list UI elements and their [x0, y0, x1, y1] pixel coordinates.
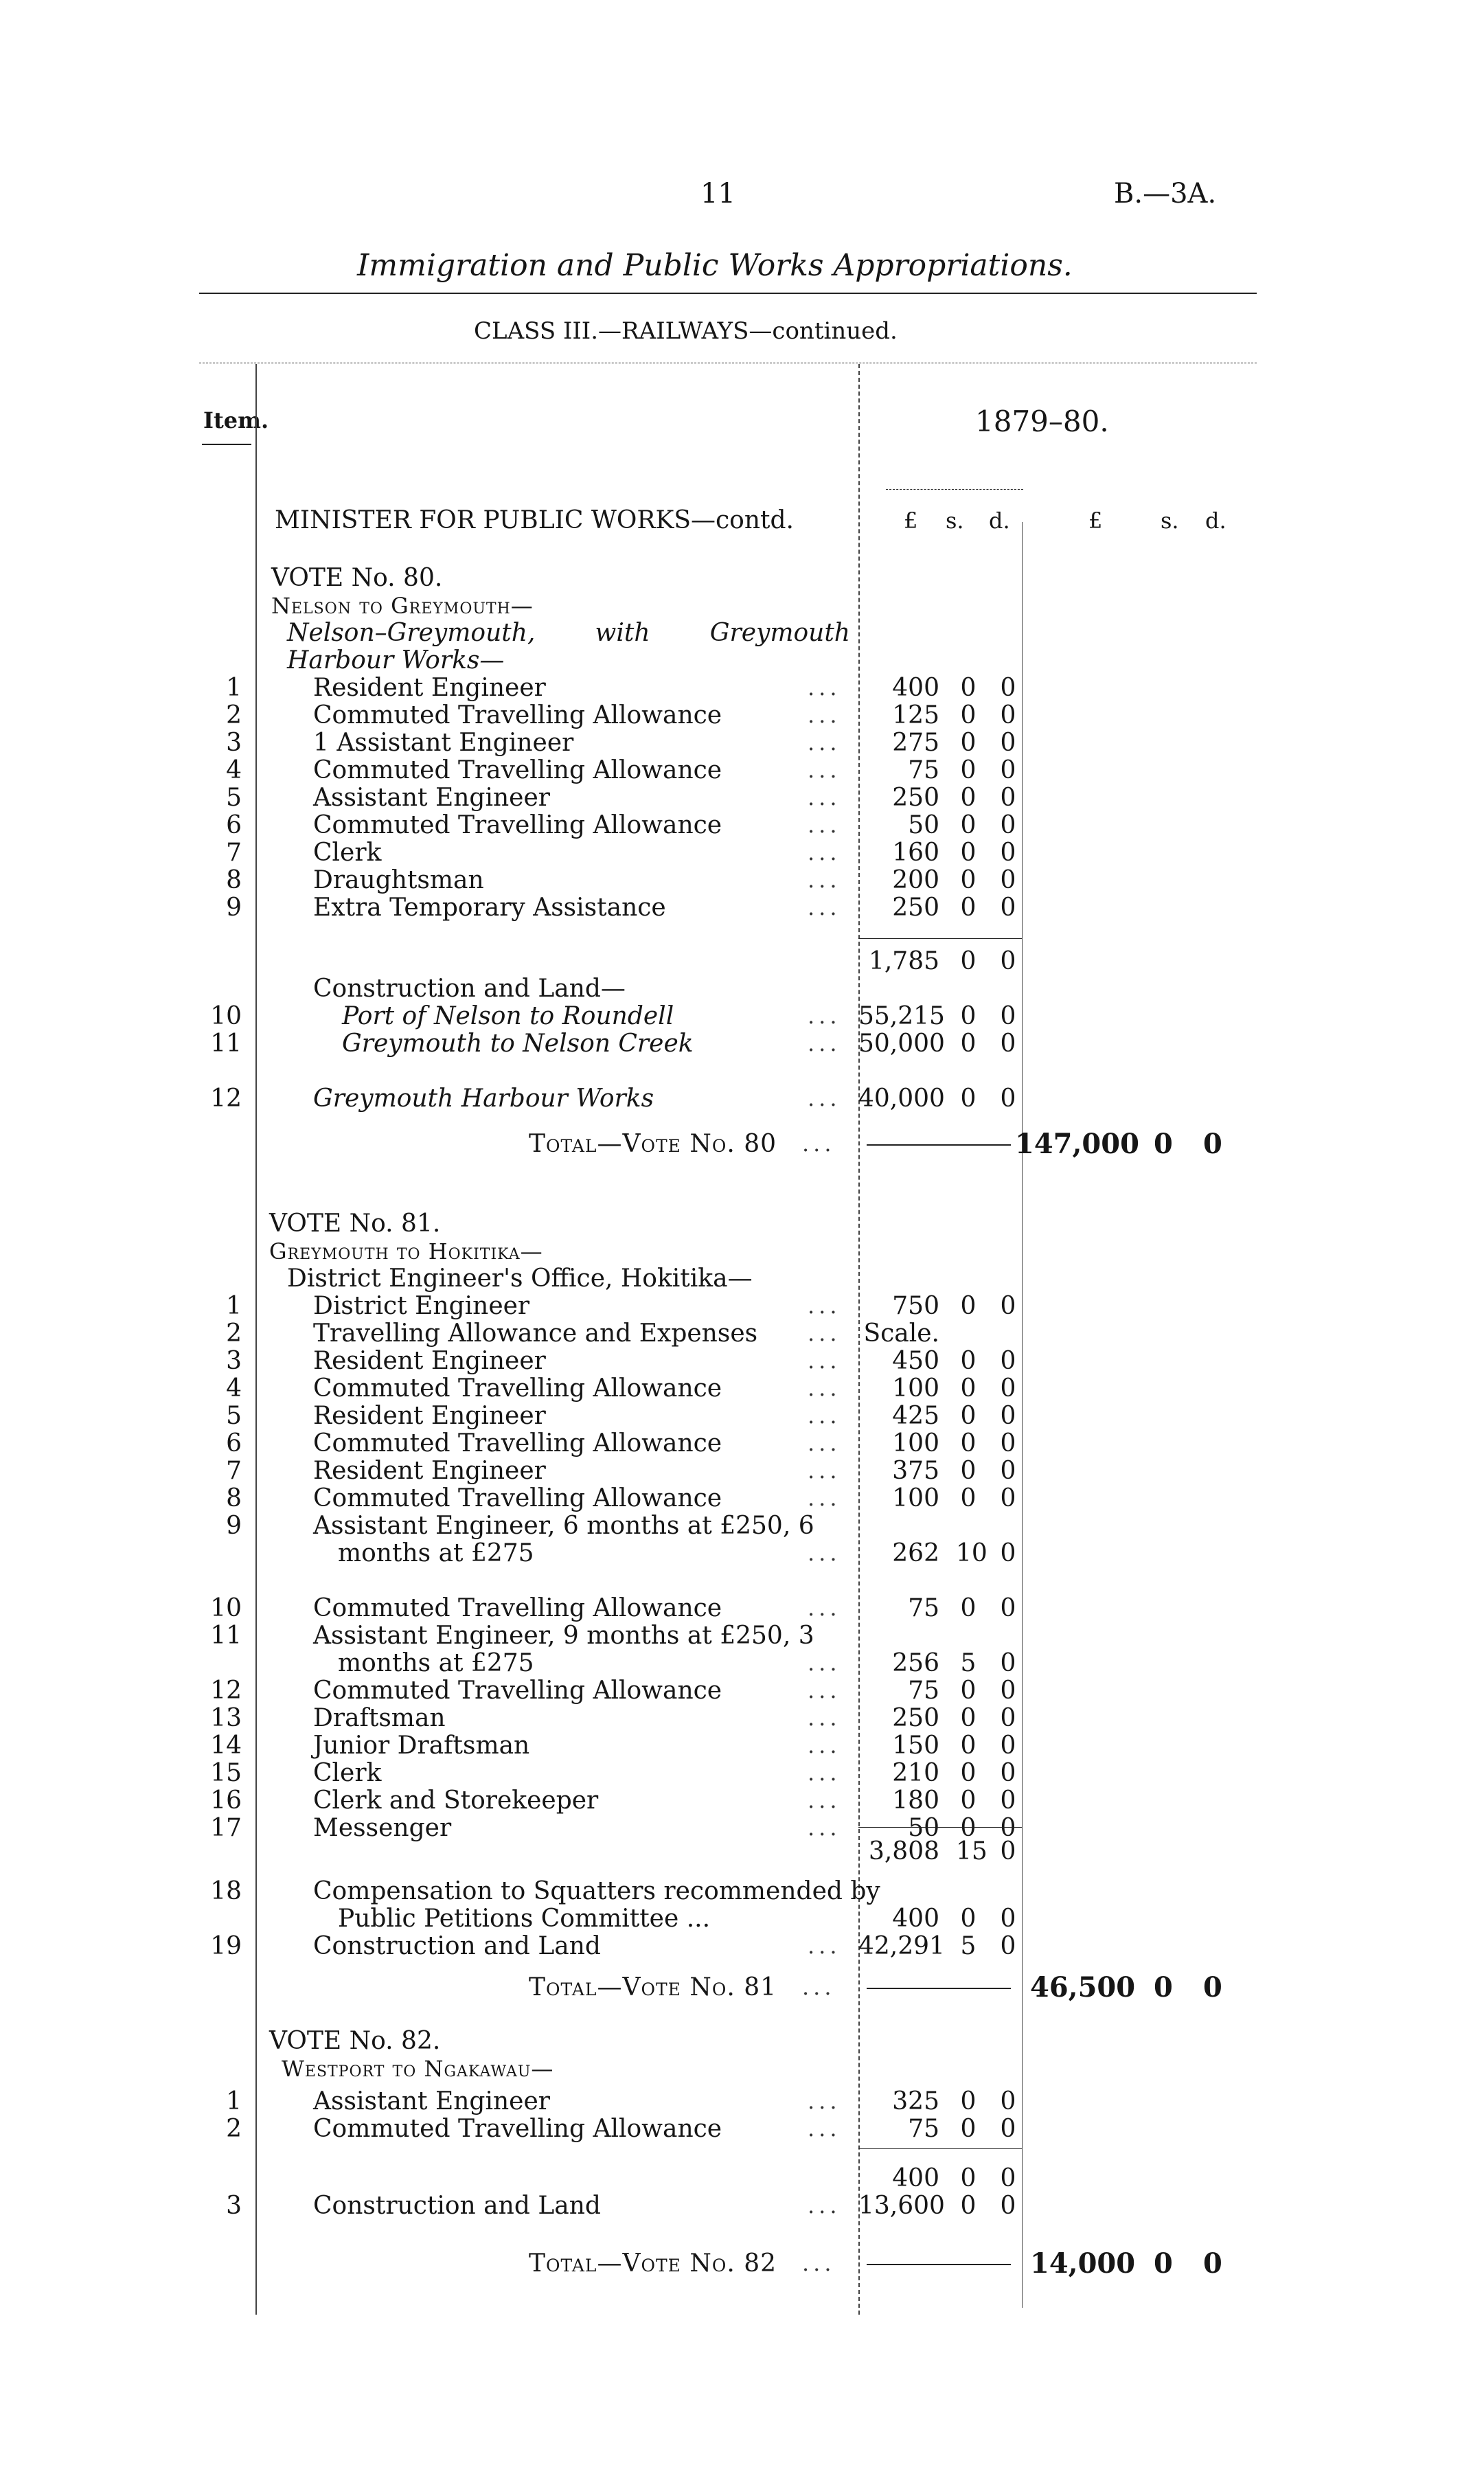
vote-81-subtotal-pence: 0: [1000, 1837, 1016, 1865]
amount-pence: 0: [1000, 1786, 1016, 1815]
item-description: Commuted Travelling Allowance: [313, 701, 722, 729]
item-column-divider: [255, 364, 257, 2315]
item-header-rule: [202, 444, 251, 445]
item-number: 16: [210, 1786, 242, 1815]
item-number: 10: [210, 1594, 242, 1622]
item-description: Commuted Travelling Allowance: [313, 2115, 722, 2143]
amount-pounds: 425: [892, 1402, 939, 1430]
vote-80-construction-heading: Construction and Land—: [313, 975, 626, 1003]
page-title: Immigration and Public Works Appropriations.: [357, 248, 1073, 283]
amount-pounds: 100: [892, 1484, 939, 1512]
amount-pounds: 13,600: [858, 2192, 945, 2220]
year-header-rule: [886, 489, 1023, 490]
vote-82-total-leader: ...: [802, 2250, 836, 2276]
amount-shillings: 0: [960, 1677, 977, 1705]
vote-80-subtitle: Nelson to Greymouth—: [271, 593, 534, 619]
item-description: Clerk and Storekeeper: [313, 1786, 599, 1815]
vote-80-subtotal-pence: 0: [1000, 947, 1016, 975]
item-number: 19: [210, 1932, 242, 1960]
amount-pounds: 75: [908, 2115, 939, 2143]
item-number: 3: [226, 2192, 242, 2220]
amount-pence: 0: [1000, 701, 1016, 729]
vote-80-total-pounds: 147,000: [1015, 1128, 1139, 1160]
vote-81-subtitle: Greymouth to Hokitika—: [269, 1238, 543, 1264]
item-number: 11: [210, 1622, 242, 1650]
dot-leader: ...: [808, 1403, 841, 1429]
item-number: 4: [226, 1374, 242, 1403]
amount-shillings: 0: [960, 1814, 977, 1842]
amount-pounds: 100: [892, 1429, 939, 1457]
vote-81-section: District Engineer's Office, Hokitika—: [287, 1264, 753, 1293]
vote-81-total-pounds: 46,500: [1030, 1971, 1136, 2004]
amount-shillings: 0: [960, 1402, 977, 1430]
item-number: 2: [226, 2115, 242, 2143]
item-description: Resident Engineer: [313, 674, 546, 702]
dot-leader: ...: [808, 1085, 841, 1111]
vote-81-subtotal-rule: [858, 1827, 1022, 1828]
dot-leader: ...: [808, 1787, 841, 1813]
vote-81-title: VOTE No. 81.: [269, 1210, 441, 1238]
amount-shillings: 0: [960, 1732, 977, 1760]
amount-pounds: 250: [892, 1704, 939, 1732]
dot-leader: ...: [808, 1348, 841, 1374]
dot-leader: ...: [808, 1933, 841, 1959]
document-reference: B.—3A.: [1114, 178, 1217, 209]
item-description: Commuted Travelling Allowance: [313, 1484, 722, 1512]
item-description: Construction and Land: [313, 2192, 601, 2220]
amount-shillings: 0: [960, 729, 977, 757]
amount-pence: 0: [1000, 1374, 1016, 1403]
amount-shillings: 0: [960, 1085, 977, 1113]
amount-shillings: 0: [960, 2192, 977, 2220]
item-description: Clerk: [313, 839, 382, 867]
amount-pence: 0: [1000, 1677, 1016, 1705]
amount-pounds: 100: [892, 1374, 939, 1403]
item-number: 12: [210, 1677, 242, 1705]
item-number: 6: [226, 811, 242, 839]
item-description: Construction and Land: [313, 1932, 601, 1960]
dot-leader: ...: [808, 894, 841, 920]
item-description: Compensation to Squatters recommended by: [313, 1877, 880, 1905]
vote-80-title: VOTE No. 80.: [271, 564, 443, 592]
dot-leader: ...: [808, 784, 841, 810]
total-pence-column-header: d.: [1205, 508, 1226, 534]
item-description: Commuted Travelling Allowance: [313, 1374, 722, 1403]
amount-pounds: Scale.: [863, 1319, 939, 1348]
amount-shillings: 0: [960, 894, 977, 922]
amount-pence: 0: [1000, 1539, 1016, 1567]
item-number: 1: [226, 2087, 242, 2115]
amount-pounds: 400: [892, 674, 939, 702]
item-description: Messenger: [313, 1814, 452, 1842]
item-number: 9: [226, 894, 242, 922]
amount-shillings: 0: [960, 1429, 977, 1457]
item-description: Commuted Travelling Allowance: [313, 1677, 722, 1705]
item-number: 8: [226, 866, 242, 894]
dot-leader: ...: [808, 702, 841, 728]
pounds-column-header: £: [904, 508, 918, 534]
vote-82-title: VOTE No. 82.: [269, 2027, 441, 2055]
amount-pence: 0: [1000, 1905, 1016, 1933]
item-description: Assistant Engineer, 9 months at £250, 3: [313, 1622, 814, 1650]
item-description: Commuted Travelling Allowance: [313, 1594, 722, 1622]
amount-pounds: 150: [892, 1732, 939, 1760]
item-description-cont: months at £275: [338, 1649, 534, 1677]
vote-82-total-shillings: 0: [1154, 2247, 1173, 2280]
item-description: District Engineer: [313, 1292, 530, 1320]
vote-80-total-leader: ...: [802, 1131, 836, 1157]
amount-pounds: 250: [892, 894, 939, 922]
vote-80-total-shillings: 0: [1154, 1128, 1173, 1160]
amount-shillings: 0: [960, 1759, 977, 1787]
vote-82-total-pounds: 14,000: [1030, 2247, 1136, 2280]
item-number: 5: [226, 1402, 242, 1430]
amount-pence: 0: [1000, 1732, 1016, 1760]
amount-pounds: 262: [892, 1539, 939, 1567]
dot-leader: ...: [808, 1457, 841, 1484]
amount-shillings: 0: [960, 811, 977, 839]
amount-pounds: 256: [892, 1649, 939, 1677]
amount-shillings: 0: [960, 2115, 977, 2143]
subtotal-column-divider: [1022, 522, 1023, 2308]
amount-pounds: 160: [892, 839, 939, 867]
item-description: Commuted Travelling Allowance: [313, 756, 722, 784]
amount-pounds: 42,291: [858, 1932, 945, 1960]
vote-82-subtotal-pounds: 400: [892, 2164, 939, 2192]
item-description: 1 Assistant Engineer: [313, 729, 574, 757]
dot-leader: ...: [808, 1375, 841, 1401]
amount-shillings: 0: [960, 1030, 977, 1058]
amount-pounds: 325: [892, 2087, 939, 2115]
item-number: 5: [226, 784, 242, 812]
item-number: 2: [226, 1319, 242, 1348]
amount-pounds: 200: [892, 866, 939, 894]
dot-leader: ...: [808, 1760, 841, 1786]
amount-pence: 0: [1000, 2192, 1016, 2220]
item-number: 7: [226, 839, 242, 867]
item-description-cont: Public Petitions Committee ...: [338, 1905, 711, 1933]
amount-pence: 0: [1000, 1429, 1016, 1457]
dot-leader: ...: [808, 2115, 841, 2142]
amount-shillings: 0: [960, 1786, 977, 1815]
item-number: 15: [210, 1759, 242, 1787]
amount-shillings: 0: [960, 756, 977, 784]
amount-pounds: 50,000: [858, 1030, 945, 1058]
vote-81-subtotal-pounds: 3,808: [868, 1837, 939, 1865]
amount-pounds: 50: [908, 811, 939, 839]
dot-leader: ...: [808, 867, 841, 893]
amount-pence: 0: [1000, 894, 1016, 922]
amount-pence: 0: [1000, 1759, 1016, 1787]
amount-pounds: 400: [892, 1905, 939, 1933]
shillings-column-header: s.: [946, 508, 964, 534]
amount-pounds: 210: [892, 1759, 939, 1787]
item-number: 17: [210, 1814, 242, 1842]
item-number: 7: [226, 1457, 242, 1485]
year-header: 1879–80.: [975, 405, 1109, 438]
dot-leader: ...: [808, 729, 841, 756]
item-column-header: Item.: [203, 407, 269, 433]
item-description: Resident Engineer: [313, 1347, 546, 1375]
vote-80-section: Nelson–Greymouth, with Greymouth Harbour Works—: [287, 619, 850, 674]
item-number: 3: [226, 1347, 242, 1375]
amount-shillings: 10: [956, 1539, 988, 1567]
pence-column-header: d.: [989, 508, 1010, 534]
amount-shillings: 0: [960, 1002, 977, 1030]
vote-82-subtotal-shillings: 0: [960, 2164, 977, 2192]
minister-label: MINISTER FOR PUBLIC WORKS—contd.: [275, 506, 794, 534]
vote-81-total-rule: [867, 1988, 1011, 1989]
item-number: 8: [226, 1484, 242, 1512]
dot-leader: ...: [808, 1320, 841, 1346]
item-number: 12: [210, 1085, 242, 1113]
item-number: 1: [226, 1292, 242, 1320]
item-description: Resident Engineer: [313, 1457, 546, 1485]
dot-leader: ...: [808, 1430, 841, 1456]
item-description: Port of Nelson to Roundell: [342, 1002, 674, 1030]
amount-pence: 0: [1000, 784, 1016, 812]
item-description: Draftsman: [313, 1704, 446, 1732]
item-description: Extra Temporary Assistance: [313, 894, 666, 922]
item-description: Resident Engineer: [313, 1402, 546, 1430]
amount-shillings: 0: [960, 701, 977, 729]
amount-pence: 0: [1000, 674, 1016, 702]
vote-82-subtitle: Westport to Ngakawau—: [282, 2056, 554, 2082]
vote-80-subtotal-pounds: 1,785: [868, 947, 939, 975]
item-number: 11: [210, 1030, 242, 1058]
amount-pounds: 275: [892, 729, 939, 757]
item-number: 13: [210, 1704, 242, 1732]
dot-leader: ...: [808, 757, 841, 783]
amount-pounds: 250: [892, 784, 939, 812]
item-description: Commuted Travelling Allowance: [313, 811, 722, 839]
item-number: 14: [210, 1732, 242, 1760]
total-shillings-column-header: s.: [1161, 508, 1179, 534]
amount-pence: 0: [1000, 1814, 1016, 1842]
dot-leader: ...: [808, 1293, 841, 1319]
vote-82-subtotal-pence: 0: [1000, 2164, 1016, 2192]
amount-pence: 0: [1000, 1704, 1016, 1732]
amount-pounds: 375: [892, 1457, 939, 1485]
dot-leader: ...: [808, 1815, 841, 1841]
item-number: 10: [210, 1002, 242, 1030]
amount-shillings: 0: [960, 1594, 977, 1622]
amount-shillings: 0: [960, 1905, 977, 1933]
vote-81-subtotal-shillings: 15: [956, 1837, 988, 1865]
item-description: Draughtsman: [313, 866, 484, 894]
minister-heading: [275, 507, 794, 534]
amount-shillings: 0: [960, 1484, 977, 1512]
amount-shillings: 0: [960, 784, 977, 812]
dot-leader: ...: [808, 839, 841, 865]
amount-pence: 0: [1000, 1292, 1016, 1320]
page-number: 11: [700, 178, 735, 209]
amount-pence: 0: [1000, 1484, 1016, 1512]
item-description-cont: months at £275: [338, 1539, 534, 1567]
amount-pounds: 75: [908, 1677, 939, 1705]
amount-pence: 0: [1000, 729, 1016, 757]
amount-pence: 0: [1000, 839, 1016, 867]
amount-pence: 0: [1000, 811, 1016, 839]
vote-82-subtotal-rule: [858, 2148, 1022, 2149]
amount-pence: 0: [1000, 1402, 1016, 1430]
amount-pounds: 180: [892, 1786, 939, 1815]
amount-pounds: 50: [908, 1814, 939, 1842]
amount-pounds: 75: [908, 756, 939, 784]
amount-pounds: 55,215: [858, 1002, 945, 1030]
vote-82-total-label: Total—Vote No. 82: [529, 2249, 777, 2278]
amount-shillings: 0: [960, 1457, 977, 1485]
amount-shillings: 0: [960, 1292, 977, 1320]
dot-leader: ...: [808, 1030, 841, 1056]
dot-leader: ...: [808, 1540, 841, 1566]
dot-leader: ...: [808, 1677, 841, 1703]
amount-pence: 0: [1000, 1347, 1016, 1375]
vote-81-total-pence: 0: [1203, 1971, 1222, 2004]
amount-pence: 0: [1000, 866, 1016, 894]
amount-pounds: 450: [892, 1347, 939, 1375]
dot-leader: ...: [808, 812, 841, 838]
amount-pence: 0: [1000, 1457, 1016, 1485]
amount-shillings: 5: [960, 1649, 977, 1677]
dot-leader: ...: [808, 1650, 841, 1676]
item-number: 9: [226, 1512, 242, 1540]
dot-leader: ...: [808, 1705, 841, 1731]
vote-82-total-rule: [867, 2264, 1011, 2265]
class-heading: CLASS III.—RAILWAYS—continued.: [474, 317, 898, 345]
vote-81-total-leader: ...: [802, 1974, 836, 2000]
item-description: Greymouth to Nelson Creek: [342, 1030, 694, 1058]
amount-pounds: 125: [892, 701, 939, 729]
total-pounds-column-header: £: [1088, 508, 1103, 534]
dot-leader: ...: [808, 1732, 841, 1758]
amount-pence: 0: [1000, 1649, 1016, 1677]
amount-shillings: 0: [960, 866, 977, 894]
title-rule: [199, 293, 1257, 294]
item-description: Commuted Travelling Allowance: [313, 1429, 722, 1457]
vote-81-total-label: Total—Vote No. 81: [529, 1973, 777, 2001]
amount-pence: 0: [1000, 1932, 1016, 1960]
dot-leader: ...: [808, 2192, 841, 2218]
item-description: Assistant Engineer: [313, 2087, 550, 2115]
dot-leader: ...: [808, 1003, 841, 1029]
item-description: Clerk: [313, 1759, 382, 1787]
item-description: Assistant Engineer: [313, 784, 550, 812]
vote-80-total-pence: 0: [1203, 1128, 1222, 1160]
dot-leader: ...: [808, 674, 841, 701]
item-number: 18: [210, 1877, 242, 1905]
item-number: 2: [226, 701, 242, 729]
item-description: Junior Draftsman: [313, 1732, 530, 1760]
amount-pence: 0: [1000, 756, 1016, 784]
amount-pence: 0: [1000, 1594, 1016, 1622]
item-number: 1: [226, 674, 242, 702]
amount-shillings: 0: [960, 1704, 977, 1732]
amount-pence: 0: [1000, 1085, 1016, 1113]
vote-81-total-shillings: 0: [1154, 1971, 1173, 2004]
vote-82-total-pence: 0: [1203, 2247, 1222, 2280]
item-description: Greymouth Harbour Works: [313, 1085, 654, 1113]
amount-pounds: 75: [908, 1594, 939, 1622]
amount-pounds: 750: [892, 1292, 939, 1320]
amount-shillings: 0: [960, 1347, 977, 1375]
vote-80-total-label: Total—Vote No. 80: [529, 1130, 777, 1158]
vote-80-subtotal-shillings: 0: [960, 947, 977, 975]
amount-pence: 0: [1000, 2115, 1016, 2143]
vote-80-total-rule: [867, 1144, 1011, 1146]
dot-leader: ...: [808, 1595, 841, 1621]
vote-80-subtotal-rule: [858, 938, 1022, 939]
amount-pounds: 40,000: [858, 1085, 945, 1113]
item-number: 4: [226, 756, 242, 784]
item-number: 6: [226, 1429, 242, 1457]
amount-pence: 0: [1000, 1002, 1016, 1030]
amount-shillings: 0: [960, 674, 977, 702]
item-description: Travelling Allowance and Expenses: [313, 1319, 758, 1348]
amount-shillings: 0: [960, 2087, 977, 2115]
amount-pence: 0: [1000, 1030, 1016, 1058]
item-description: Assistant Engineer, 6 months at £250, 6: [313, 1512, 814, 1540]
dot-leader: ...: [808, 1485, 841, 1511]
amount-pence: 0: [1000, 2087, 1016, 2115]
amount-shillings: 0: [960, 1374, 977, 1403]
amount-shillings: 5: [960, 1932, 977, 1960]
amount-shillings: 0: [960, 839, 977, 867]
item-number: 3: [226, 729, 242, 757]
dot-leader: ...: [808, 2088, 841, 2114]
